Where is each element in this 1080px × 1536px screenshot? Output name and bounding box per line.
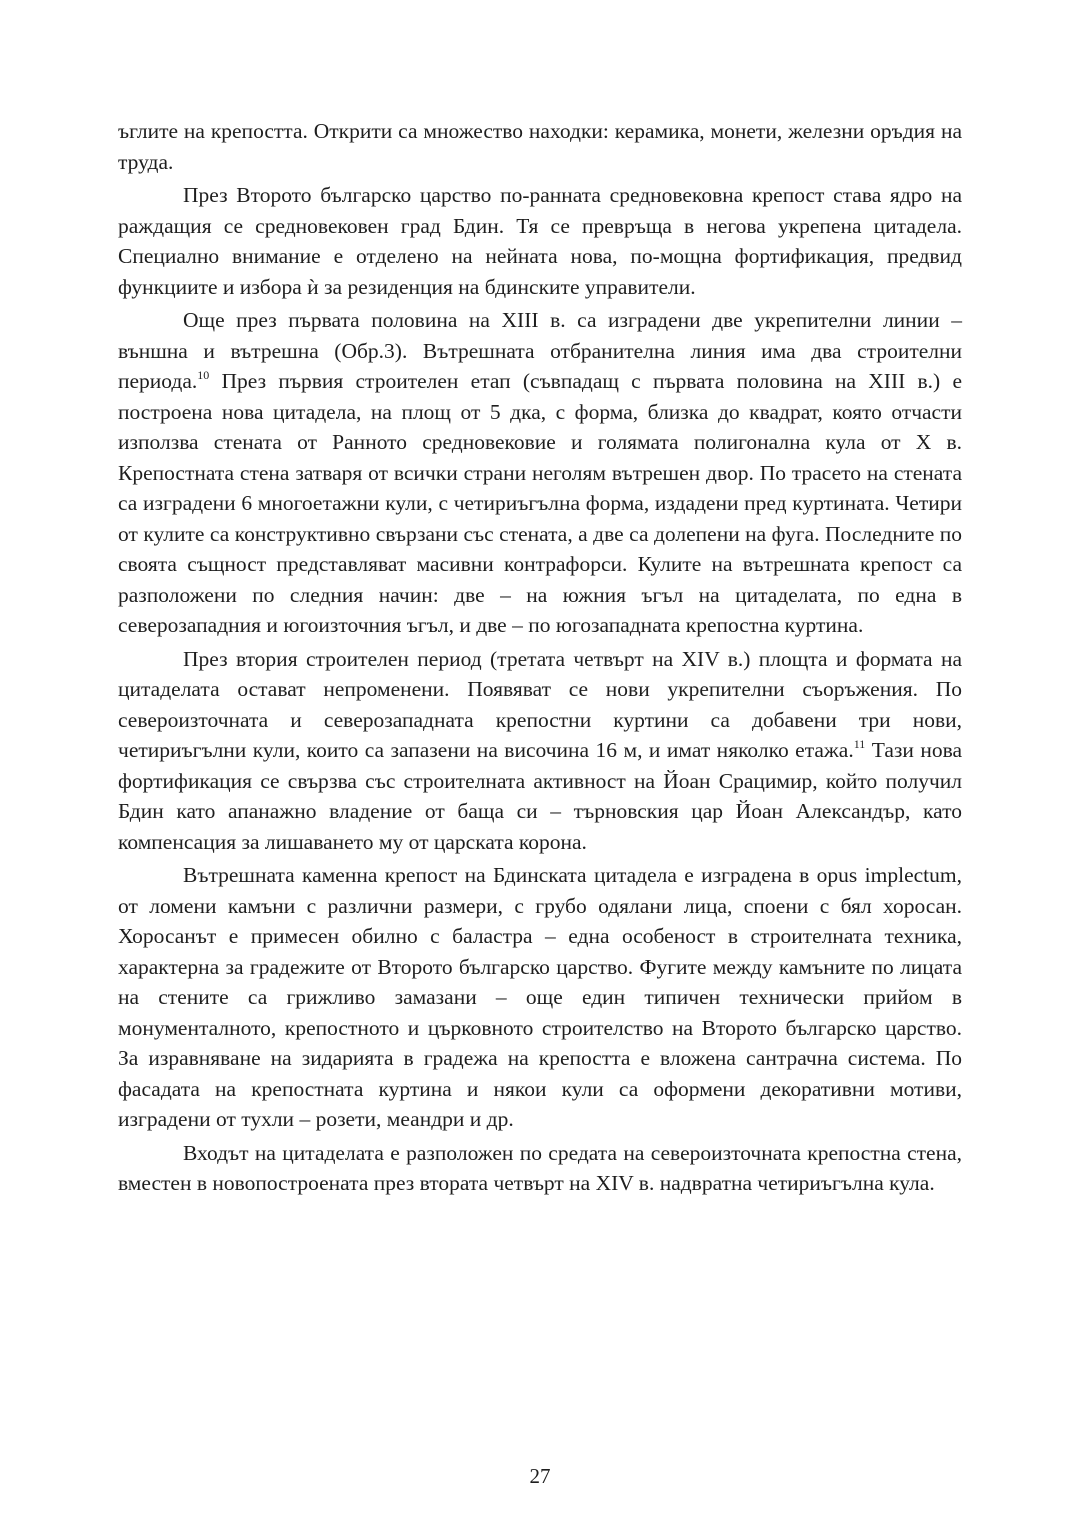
document-body: [118, 116, 962, 1202]
paragraph-text: През втория строителен период (третата четвърт на XIV в.) площта и формата на цитаделата остават непроменени. Появяват се нови укрепителни съоръжения. По североизточната и северозападната крепостни куртини са добавени три нови, четириъгълни кули, които са запазени на височина 16 м, и имат няколко етажа.: [118, 646, 962, 762]
paragraph-text: Тази нова фортификация се свързва със строителната активност на Йоан Срацимир, който получил Бдин като апанажно владение от баща си – търновския цар Йоан Александър, като компенсация за лишаването му от царската корона.: [118, 738, 962, 854]
paragraph: Вътрешната каменна крепост на Бдинската цитадела е изградена в opus implectum, от ломени камъни с различни размери, с грубо одялани лица, споени с бял хоросан. Хоросанът е примесен обилно с баластра – една особеност в строителната техника, характерна за градежите от Второто българско царство. Фугите между камъните по лицата на стените са грижливо замазани – още един типичен технически прийом в монументалното, крепостното и църковното строителство на Второто българско царство. За изравняване на зидарията в градежа на крепостта е вложена сантрачна система. По фасадата на крепостната куртина и някои кули са оформени декоративни мотиви, изградени от тухли – розети, меандри и др.: [118, 863, 962, 1131]
footnote-marker: 11: [853, 737, 866, 751]
paragraph: [118, 644, 962, 858]
paragraph-text: Още през първата половина на XIII в. са изградени две укрепителни линии – външна и вътрешна (Обр.3). Вътрешната отбранителна линия има два строителни периода.: [118, 308, 962, 393]
paragraph: През Второто българско царство по-ранната средновековна крепост става ядро на раждащия се средновековен град Бдин. Тя се превръща в негова укрепена цитадела. Специално внимание е отделено на нейната нова, по-мощна фортификация, предвид функциите и избора ѝ за резиденция на бдинските управители.: [118, 183, 962, 299]
paragraph: ъглите на крепостта. Открити са множество находки: керамика, монети, железни оръдия на труда.: [118, 119, 962, 174]
paragraph: Входът на цитаделата е разположен по средата на североизточната крепостна стена, вместен в новопостроената през втората четвърт на XIV в. надвратна четириъгълна кула.: [118, 1140, 962, 1195]
page-number: 27: [529, 1464, 551, 1488]
paragraph-text: През първия строителен етап (съвпадащ с първата половина на XIII в.) е построена нова цитадела, на площ от 5 дка, с форма, близка до квадрат, която отчасти използва стената от Ранното средновековие и голямата полигонална кула от X в. Крепостната стена затваря от всички страни неголям вътрешен двор. По трасето на стената са изградени 6 многоетажни кули, с четириъгълна форма, издадени пред куртината. Четири от кулите са конструктивно свързани със стената, а две са долепени на фуга. Последните по своята същност представляват масивни контрафорси. Кулите на вътрешната крепост са разположени по следния начин: две – на южния ъгъл на цитаделата, по една в северозападния и югоизточния ъгъл, и две – по югозападната крепостна куртина.: [118, 369, 962, 637]
paragraph: [118, 305, 962, 641]
footnote-marker: 10: [197, 368, 210, 382]
